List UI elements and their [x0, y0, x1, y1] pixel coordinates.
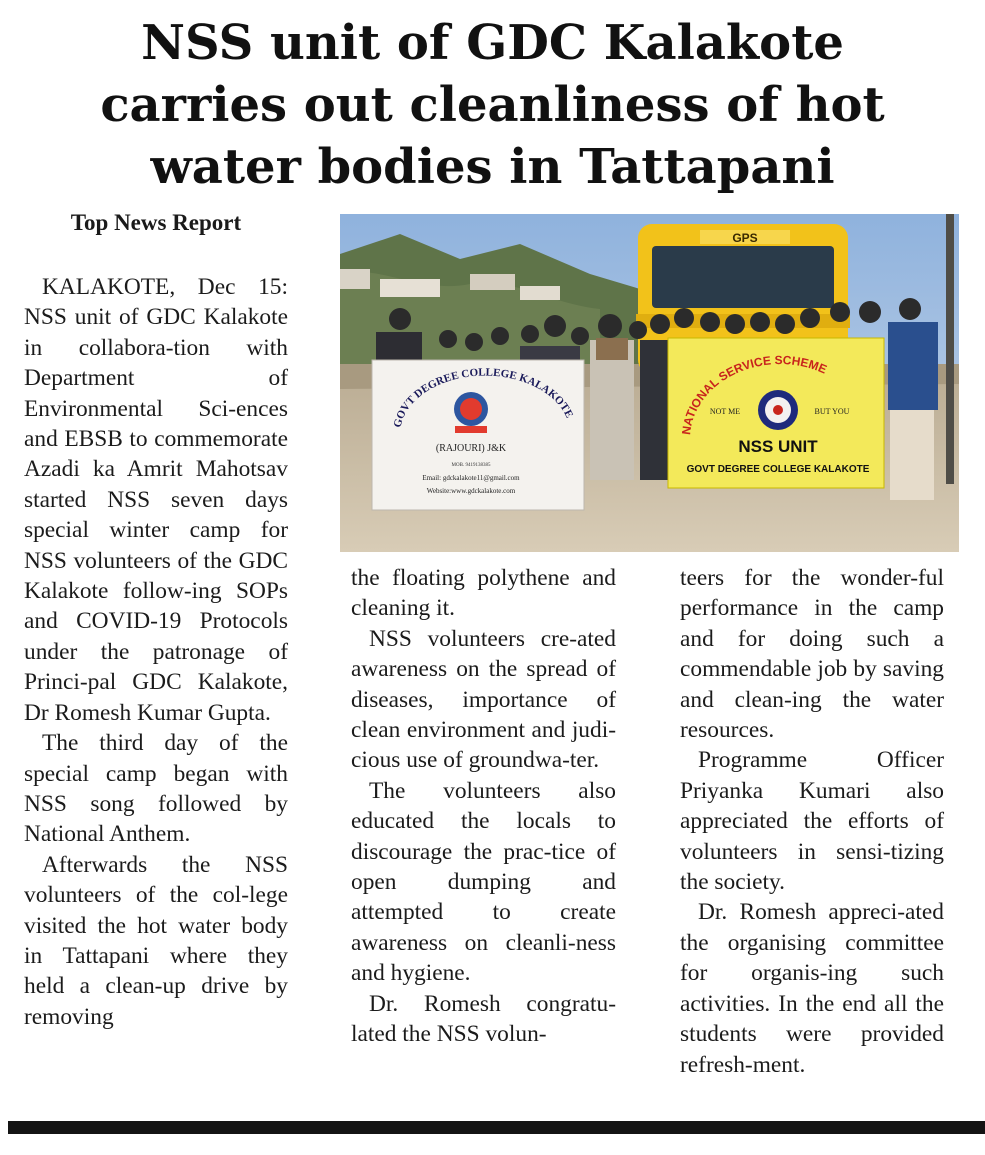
banner-mob: MOB. 9419138385 — [451, 463, 491, 468]
nss-banner — [668, 338, 884, 488]
banner-email: Email: gdckalakote11@gmail.com — [422, 474, 520, 482]
news-photo — [340, 214, 959, 552]
paragraph: The third day of the special camp began with NSS song followed by National Anthem. — [24, 730, 288, 848]
paragraph: teers for the wonder-ful performance in the camp and for doing such a commendable job by saving and clean-ing the water resources. — [680, 565, 944, 744]
paragraph: NSS volunteers cre-ated awareness on the spread of diseases, importance of clean environment and judi-cious use of groundwa-ter. — [351, 625, 616, 774]
paragraph: the floating polythene and cleaning it. — [351, 565, 616, 622]
paragraph: KALAKOTE, Dec 15: NSS unit of GDC Kalakote in collabora-tion with Department of Environmental Sci-ences and EBSB to commemorate Azadi ka Amrit Mahotsav started NSS seven days special winter camp for NSS volunteers of the GDC Kalakote follow-ing SOPs and COVID-19 Protocols under the patronage of Princi-pal GDC Kalakote, Dr Romesh Kumar Gupta. — [24, 274, 288, 726]
article-column-1 — [24, 272, 288, 1032]
photo-illustration — [340, 214, 959, 552]
bottom-rule — [8, 1121, 985, 1134]
paragraph: Dr. Romesh congratu-lated the NSS volun- — [351, 990, 616, 1048]
banner-place: (RAJOURI) J&K — [435, 443, 507, 454]
banner-nss-arc: NATIONAL SERVICE SCHEME — [679, 352, 829, 436]
headline — [20, 12, 965, 198]
banner-college-name: GOVT DEGREE COLLEGE KALAKOTE — [686, 464, 870, 475]
headline-line-1: NSS unit of GDC Kalakote — [141, 15, 844, 71]
article-column-3 — [680, 563, 944, 1080]
banner-not-me: NOT ME — [709, 407, 741, 416]
byline: Top News Report — [70, 210, 242, 235]
headline-line-3: water bodies in Tattapani — [150, 139, 835, 195]
college-banner — [372, 360, 584, 510]
article-column-2 — [351, 563, 616, 1050]
paragraph: Afterwards the NSS volunteers of the col-lege visited the hot water body in Tattapani where they held a clean-up drive by removing — [24, 851, 288, 1030]
bus-sign: GPS — [732, 231, 758, 245]
paragraph: Programme Officer Priyanka Kumari also appreciated the efforts of volunteers in sensi-tizing the society. — [680, 747, 944, 896]
banner-nss-unit: NSS UNIT — [738, 437, 818, 456]
banner-but-you: BUT YOU — [814, 407, 850, 416]
banner-website: Website:www.gdckalakote.com — [426, 487, 516, 495]
banner-college-arc: GOVT DEGREE COLLEGE KALAKOTE — [391, 366, 576, 429]
paragraph: Dr. Romesh appreci-ated the organising committee for organis-ing such activities. In the end all the students were provided refresh-ment. — [680, 899, 944, 1078]
paragraph: The volunteers also educated the locals to discourage the prac-tice of open dumping and attempted to create awareness on cleanli-ness and hygiene. — [351, 777, 616, 987]
headline-line-2: carries out cleanliness of hot — [100, 77, 885, 133]
